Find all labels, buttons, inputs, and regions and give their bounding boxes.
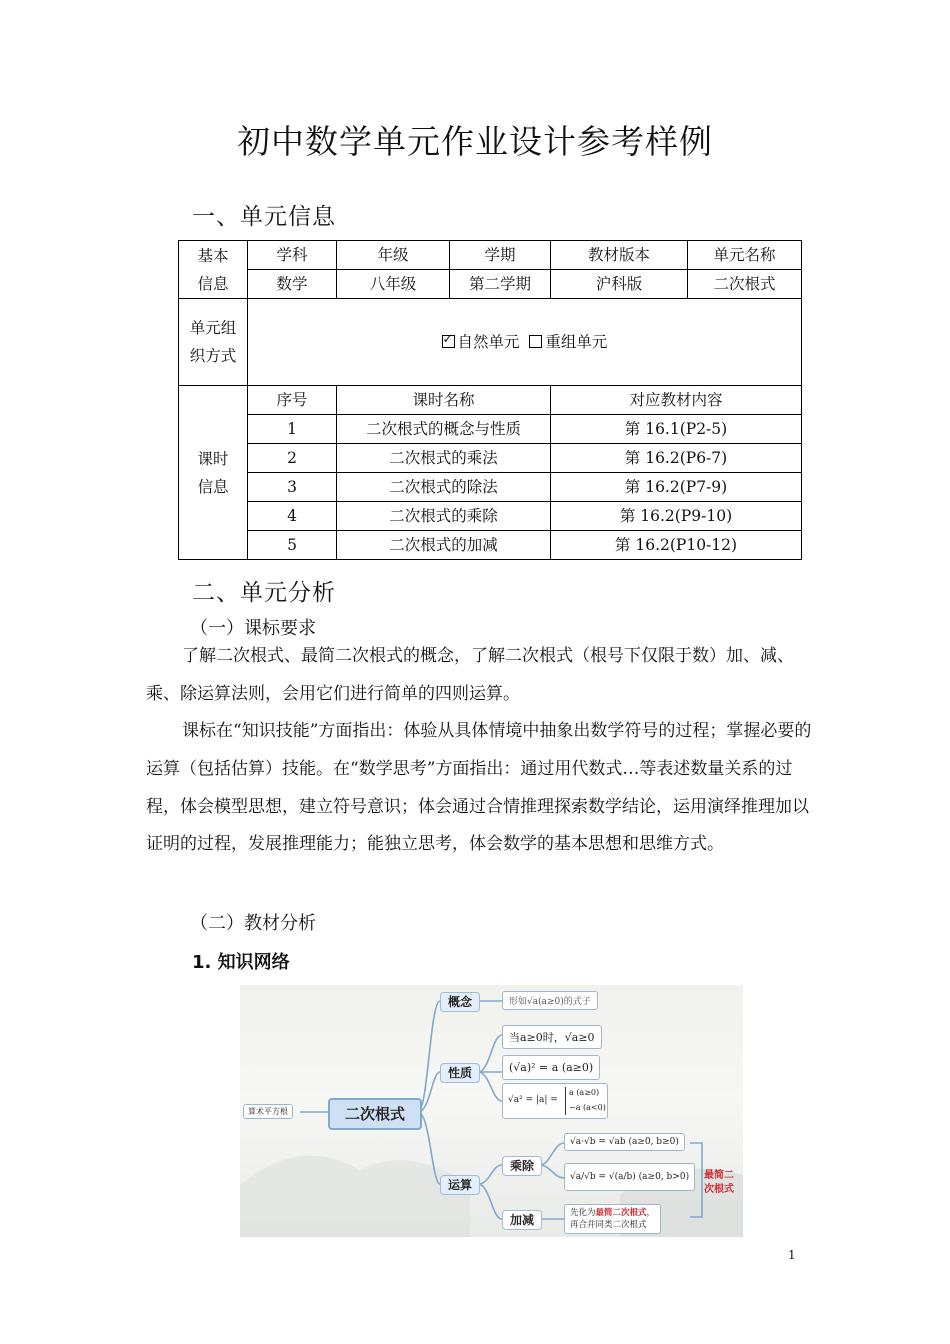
- subheading-textbook: （二）教材分析: [190, 913, 316, 934]
- property-case-1: a (a≥0): [569, 1088, 600, 1097]
- property-rule-3: [502, 1083, 608, 1119]
- basic-info-label: 基本信息: [179, 241, 248, 299]
- lesson-name: 二次根式的乘法: [337, 444, 551, 473]
- header-cell: 年级: [337, 241, 450, 270]
- natural-unit-checkbox[interactable]: [442, 332, 455, 348]
- lesson-content: 第 16.2(P10-12): [551, 531, 802, 560]
- checkmark-icon: ✓: [442, 332, 453, 346]
- property-rule-2: (√a)² = a (a≥0): [502, 1055, 600, 1080]
- section-heading-unit-info: 一、单元信息: [192, 204, 336, 230]
- table-row: [179, 531, 802, 560]
- lesson-content: 第 16.2(P9-10): [551, 502, 802, 531]
- arithmetic-square-root-node: 算术平方根: [243, 1104, 293, 1119]
- concept-node: 概念: [440, 992, 480, 1012]
- lesson-no: 5: [248, 531, 337, 560]
- operation-node: 运算: [440, 1175, 480, 1195]
- table-row: [179, 270, 802, 299]
- concept-definition: 形如√a(a≥0)的式子: [502, 991, 598, 1010]
- lesson-content: 第 16.1(P2-5): [551, 415, 802, 444]
- paragraph-curriculum-2: 课标在“知识技能”方面指出：体验从具体情境中抽象出数学符号的过程；掌握必要的运算（包括估算）技能。在“数学思考”方面指出：通过用代数式…等表述数量关系的过程，体会模型思想，建立符号意识；体会通过合情推理探索数学结论，运用演绎推理加以证明的过程，发展推理能力；能独立思考，体会数学的基本思想和思维方式。: [146, 721, 812, 855]
- table-row: [179, 415, 802, 444]
- division-rule: √a/√b = √(a/b) (a≥0, b>0): [564, 1163, 695, 1191]
- table-row: [179, 502, 802, 531]
- lesson-no: 4: [248, 502, 337, 531]
- table-row: [179, 241, 802, 270]
- table-row: [179, 386, 802, 415]
- header-cell: 教材版本: [551, 241, 688, 270]
- addsub-line-2: 再合并同类二次根式: [570, 1220, 647, 1230]
- header-cell: 学期: [450, 241, 551, 270]
- header-cell: 序号: [248, 386, 337, 415]
- org-label: 单元组织方式: [179, 299, 248, 386]
- reorganized-unit-label: 重组单元: [545, 333, 608, 351]
- lesson-name: 二次根式的除法: [337, 473, 551, 502]
- property-node: 性质: [440, 1063, 480, 1083]
- root-node: 二次根式: [328, 1098, 422, 1130]
- lesson-content: 第 16.2(P7-9): [551, 473, 802, 502]
- knowledge-network-mindmap: [240, 985, 743, 1237]
- addsub-node: 加减: [502, 1210, 542, 1230]
- page-number: 1: [788, 1248, 796, 1262]
- lesson-no: 1: [248, 415, 337, 444]
- subheading-knowledge-network: 1. 知识网络: [192, 952, 290, 973]
- lesson-name: 二次根式的加减: [337, 531, 551, 560]
- lesson-content: 第 16.2(P6-7): [551, 444, 802, 473]
- subheading-curriculum: （一）课标要求: [190, 618, 316, 639]
- abs-bracket: [565, 1087, 566, 1115]
- value-cell: 第二学期: [450, 270, 551, 299]
- muldiv-node: 乘除: [502, 1156, 542, 1176]
- lesson-no: 2: [248, 444, 337, 473]
- unit-info-table: [178, 240, 802, 560]
- lesson-name: 二次根式的乘除: [337, 502, 551, 531]
- header-cell: 单元名称: [688, 241, 802, 270]
- lesson-name: 二次根式的概念与性质: [337, 415, 551, 444]
- header-cell: 学科: [248, 241, 337, 270]
- property-rule-1: 当a≥0时，√a≥0: [502, 1025, 602, 1049]
- property-rule-3-left: √a² = |a| =: [508, 1095, 558, 1105]
- multiplication-rule: √a·√b = √ab (a≥0, b≥0): [564, 1133, 685, 1151]
- simplest-radical-label: 最简二次根式: [704, 1170, 734, 1195]
- value-cell: 沪科版: [551, 270, 688, 299]
- header-cell: 对应教材内容: [551, 386, 802, 415]
- addsub-highlight: 最简二次根式: [595, 1208, 647, 1218]
- reorganized-unit-checkbox[interactable]: [529, 335, 542, 348]
- addsub-prefix: 先化为: [570, 1208, 596, 1218]
- paragraph-curriculum-1: 了解二次根式、最简二次根式的概念，了解二次根式（根号下仅限于数）加、减、乘、除运算法则，会用它们进行简单的四则运算。: [146, 646, 794, 704]
- natural-unit-label: 自然单元: [457, 333, 520, 351]
- addsub-suffix: ，: [646, 1208, 656, 1218]
- property-case-2: −a (a<0): [569, 1103, 606, 1112]
- header-cell: 课时名称: [337, 386, 551, 415]
- table-row: [179, 444, 802, 473]
- mindmap-connectors: [240, 985, 743, 1237]
- addsub-rule: [564, 1204, 661, 1234]
- lesson-info-label: 课时信息: [179, 386, 248, 560]
- value-cell: 八年级: [337, 270, 450, 299]
- org-options-cell: [248, 299, 802, 386]
- lesson-no: 3: [248, 473, 337, 502]
- table-row: [179, 473, 802, 502]
- value-cell: 数学: [248, 270, 337, 299]
- page-title: 初中数学单元作业设计参考样例: [237, 122, 713, 161]
- table-row: [179, 299, 802, 386]
- value-cell: 二次根式: [688, 270, 802, 299]
- section-heading-unit-analysis: 二、单元分析: [192, 580, 336, 606]
